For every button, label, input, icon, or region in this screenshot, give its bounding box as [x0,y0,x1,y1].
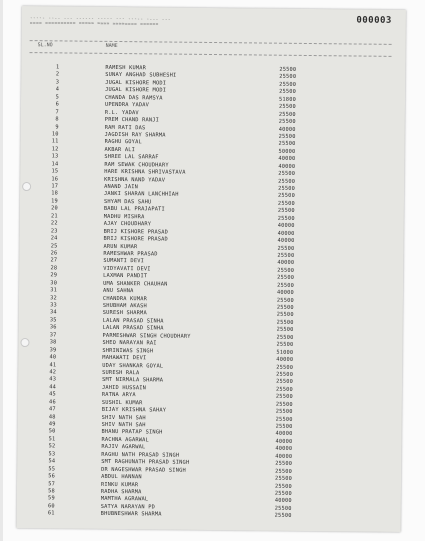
row-name: RACHNA AGARWAL [101,436,149,444]
row-serial-number: 27 [50,257,58,264]
row-name: SHYAM DAS SAHU [103,198,152,206]
row-serial-number: 30 [50,279,58,287]
row-name: JANKI SHARAN LANCHHIAH [104,191,179,199]
row-amount: 40000 [277,222,295,230]
row-name: LAXMAN PANDIT [103,273,148,280]
row-serial-number: 15 [51,168,59,175]
row-serial-number: 36 [49,324,57,331]
row-name: DR NAGESHWAR PRASAD SINGH [101,466,186,474]
row-amount: 40000 [275,453,293,460]
row-amount: 25500 [276,364,294,371]
row-serial-number: 11 [51,138,59,145]
row-amount: 25500 [278,170,296,177]
row-name: JUGAL KISHORE MODI [105,87,167,94]
row-name: RADHA SHARMA [100,488,142,496]
row-amount: 25500 [275,460,293,468]
row-serial-number: 43 [49,376,57,383]
row-amount: 40000 [275,438,293,445]
row-serial-number: 32 [50,294,57,301]
row-serial-number: 41 [49,361,57,368]
row-amount: 25500 [274,505,292,512]
row-serial-number: 23 [50,227,58,235]
row-serial-number: 53 [48,451,56,458]
row-name: RINKU KUMAR [100,481,139,488]
row-serial-number: 20 [51,205,58,212]
row-amount: 25500 [276,341,294,349]
row-amount: 25500 [276,326,294,334]
row-amount: 25500 [277,252,295,259]
row-serial-number: 33 [50,302,57,309]
row-serial-number: 39 [49,346,57,354]
row-serial-number: 7 [55,108,59,116]
row-serial-number: 56 [48,473,56,480]
row-amount: 25500 [274,490,292,497]
row-amount: 25500 [278,111,296,118]
row-amount: 25500 [277,245,295,252]
row-name: ANAND JAIN [104,183,139,191]
row-name: RAM SEWAK CHOUDHARY [104,161,169,169]
row-amount: 51800 [279,96,297,103]
row-amount: 25500 [275,423,293,430]
row-name: SUMANTI DEVI [103,258,145,265]
column-header-sno: SL.NO [37,42,53,49]
row-serial-number: 14 [51,161,59,168]
row-amount: 25500 [279,89,297,96]
row-name: UPENDRA YADAV [104,102,150,109]
row-serial-number: 55 [48,465,56,472]
row-serial-number: 28 [50,265,58,272]
row-amount: 40000 [278,155,296,163]
row-amount: 25500 [279,74,297,81]
row-name: CHANDA DAS RAMSYA [105,94,163,102]
row-serial-number: 54 [48,458,56,465]
row-name: R.L. YADAV [104,109,139,116]
row-name: SHUBHAM AKASH [102,302,147,310]
row-amount: 25500 [275,401,293,408]
row-amount: 25500 [278,178,296,185]
row-amount: 25500 [276,304,294,311]
row-amount: 40000 [278,126,296,133]
row-serial-number: 51 [48,436,56,443]
row-serial-number: 57 [48,480,56,487]
row-serial-number: 26 [50,250,58,257]
row-name: MAMTHA AGRAWAL [100,496,149,503]
row-name: RAMESH KUMAR [105,64,147,72]
row-name: RAJIV AGARWAL [101,444,146,451]
row-amount: 40000 [276,356,294,363]
punch-hole [20,338,29,347]
row-name: ANU SAHNA [102,287,134,295]
row-serial-number: 50 [48,428,56,435]
row-name: RAGHU NATH PRASAD SINGH [101,451,180,459]
row-name: CHANDRA KUMAR [102,295,148,302]
row-serial-number: 4 [55,86,60,93]
row-serial-number: 8 [55,116,59,123]
row-name: VIDYAVATI DEVI [103,265,151,273]
row-amount: 25500 [276,371,294,378]
row-amount: 40000 [278,163,296,170]
row-name: RAM RATI DAS [104,124,146,131]
row-amount: 40000 [275,445,293,453]
row-amount: 25500 [277,267,295,274]
row-serial-number: 1 [55,64,60,71]
row-serial-number: 48 [48,413,56,420]
row-serial-number: 31 [50,287,58,294]
row-amount: 25500 [278,141,296,148]
row-name: SURESH SHARMA [102,310,147,317]
row-amount: 25500 [275,408,293,415]
row-amount: 25500 [278,133,296,140]
row-amount: 25500 [277,215,295,222]
row-name: SHEO NARAYAN RAI [102,340,157,347]
header-block [30,16,390,30]
header-line: ==== ========== ===== ==== ======== ====== [29,21,159,28]
row-name: KRISHNA NAND YADAV [104,176,166,184]
row-serial-number: 12 [51,146,59,153]
row-amount: 25500 [278,185,296,192]
row-name: ARUN KUMAR [103,243,138,250]
row-name: JAGDISH RAY SHARMA [104,131,166,139]
row-amount: 25500 [276,319,294,326]
row-name: BRIJ KISHORE PRASAD [103,228,169,236]
row-name: SHREE LAL SARRAF [104,154,159,161]
document-page [17,6,406,532]
row-name: MAHAWATI DEVI [102,354,147,362]
row-amount: 25500 [278,103,296,111]
row-serial-number: 25 [50,242,58,249]
row-serial-number: 9 [55,123,59,130]
row-name: BHUBNESHWAR SHARMA [100,511,162,518]
row-amount: 40000 [277,260,295,267]
row-name: SUNAY ANGHAD SUBHESHI [105,72,177,80]
row-serial-number: 17 [51,183,59,190]
punch-hole [22,182,31,191]
row-name: ABDUL HANNAN [101,473,142,481]
row-serial-number: 37 [49,332,57,339]
row-name: JAHID HUSSAIN [101,384,147,392]
row-name: SHRINIWAS SINGH [102,347,154,355]
row-serial-number: 34 [49,309,57,316]
row-name: SMT RAGHUNATH PRASAD SINGH [101,459,190,466]
record-list [17,64,406,522]
row-amount: 25500 [276,334,294,341]
row-serial-number: 19 [51,198,58,205]
row-amount: 25500 [274,483,292,490]
row-name: UMA SHANKER CHAUHAN [103,280,168,288]
row-serial-number: 59 [48,495,55,502]
row-name: RAGHU GOYAL [104,139,142,146]
row-serial-number: 42 [49,369,57,376]
row-amount: 25500 [275,386,293,393]
row-amount: 25500 [277,274,295,282]
header-line: ----- ---- --- ------ ----- --- ----- ---- --- [29,16,171,23]
row-name: SURESH RALA [102,369,140,377]
row-name: MADHU MISHRA [103,213,145,221]
row-name: PARMESHWAR SINGH CHOUDHARY [102,332,191,340]
row-name: RATNA ARYA [101,392,136,399]
row-serial-number: 21 [50,213,58,220]
row-serial-number: 16 [51,175,59,182]
page-number: 000003 [356,15,392,26]
row-name: SHIV NATH SAH [101,414,146,421]
row-name: LALAN PRASAD SINHA [102,317,164,325]
row-name: SUSHIL KUMAR [101,399,143,406]
row-serial-number: 60 [47,503,55,510]
row-name: SHIV NATH SAH [101,421,146,429]
row-serial-number: 3 [55,79,60,86]
row-serial-number: 47 [48,406,56,413]
row-serial-number: 49 [48,421,56,428]
row-amount: 25500 [274,512,292,520]
row-name: BHANU PRATAP SINGH [101,429,163,436]
row-amount: 25500 [275,468,293,475]
scanner-edge [0,0,3,541]
row-amount: 25500 [276,297,294,304]
row-name: UDAY SHANKAR GOYAL [102,362,164,369]
row-name: BIJAY KRISHNA SAHAY [101,406,167,414]
row-name: JUGAL KISHORE MODI [105,79,167,87]
row-serial-number: 24 [50,235,58,242]
row-name: BRIJ KISHORE PRASAD [103,235,168,243]
row-amount: 25500 [276,379,294,386]
row-amount: 25500 [276,312,294,319]
row-amount: 25500 [277,193,296,200]
row-name: LALAN PRASAD SINHA [102,325,164,332]
row-serial-number: 18 [51,190,59,197]
row-serial-number: 10 [51,131,59,138]
row-serial-number: 61 [47,510,55,517]
row-serial-number: 38 [49,339,57,346]
row-name: AJAY CHOUDHARY [103,221,152,228]
row-serial-number: 22 [50,220,58,227]
row-name: BABU LAL PRAJAPATI [103,206,165,213]
row-serial-number: 58 [48,488,55,495]
row-amount: 25500 [279,81,297,88]
row-serial-number: 5 [55,94,60,101]
row-amount: 50000 [278,148,296,155]
row-name: SMT NIRMALA SHARMA [102,377,164,384]
row-amount: 40000 [276,289,294,296]
row-amount: 40000 [274,498,292,505]
row-serial-number: 40 [49,354,57,361]
row-name: HARE KRISHNA SHRIVASTAVA [104,168,186,176]
row-serial-number: 2 [55,71,60,78]
row-name: RAMESHWAR PRASAD [103,250,158,258]
row-amount: 25500 [277,282,295,289]
row-amount: 40000 [277,237,295,244]
row-amount: 25500 [278,118,296,125]
row-amount: 25500 [279,66,297,73]
row-serial-number: 13 [51,153,59,160]
row-serial-number: 46 [49,398,56,406]
row-amount: 25500 [275,475,293,482]
row-amount: 25500 [277,200,295,207]
row-name: AKBAR ALI [104,146,136,154]
row-name: SATYA NARAYAN PD [100,503,156,511]
column-header-name: NAME [105,42,118,50]
row-serial-number: 6 [55,101,60,108]
row-serial-number: 35 [49,317,57,324]
row-amount: 25500 [277,208,295,215]
row-name: PREM CHAND RANJI [104,116,160,124]
row-serial-number: 45 [49,391,56,398]
row-serial-number: 52 [48,443,56,450]
row-amount: 25500 [275,416,293,423]
row-amount: 51000 [276,349,294,356]
row-serial-number: 29 [50,272,58,279]
row-amount: 40000 [277,230,295,237]
row-amount: 25500 [275,393,293,401]
row-amount: 40000 [275,431,293,438]
row-serial-number: 44 [49,384,57,391]
